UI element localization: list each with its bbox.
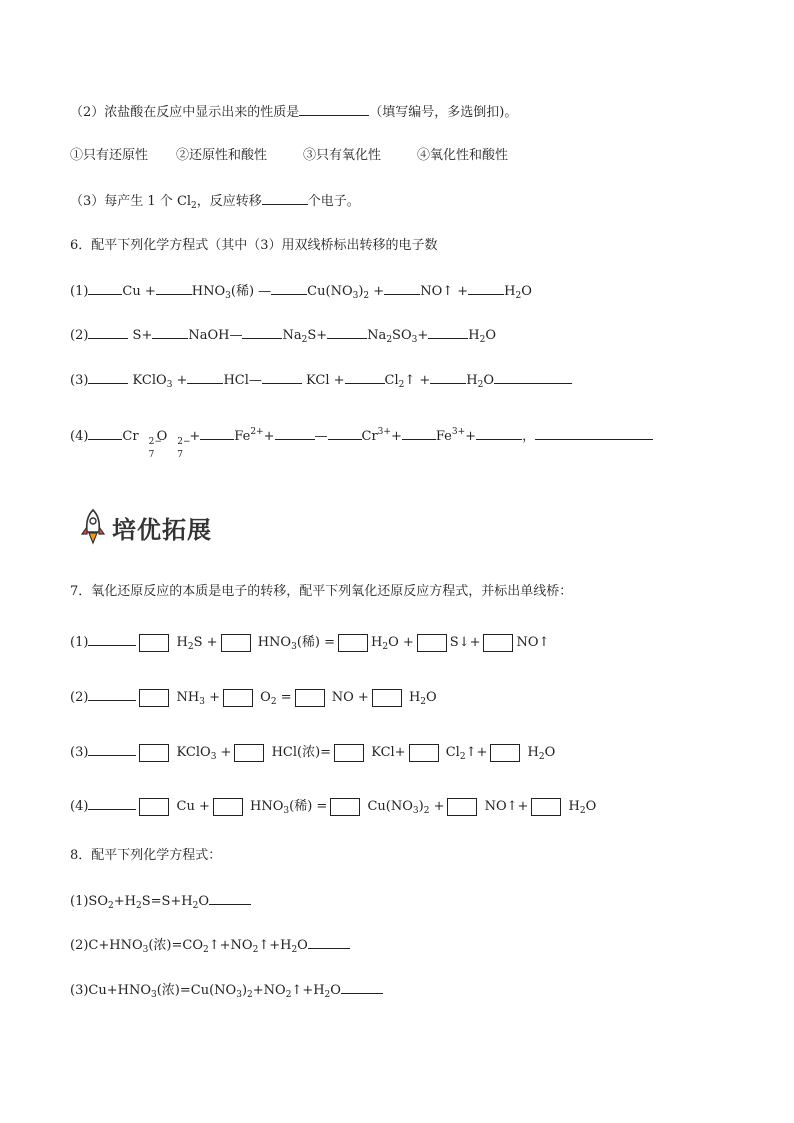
answer-blank[interactable] [402, 426, 436, 440]
subscript: 2 [107, 901, 114, 911]
answer-blank[interactable] [494, 370, 572, 384]
text-run: (4) [70, 799, 89, 814]
text-run: Fe [435, 429, 452, 444]
subscript: 2 [247, 990, 253, 1000]
text-run: 8．配平下列化学方程式： [70, 848, 222, 863]
answer-blank[interactable] [88, 370, 128, 384]
text-run: H [466, 373, 478, 388]
text-run: (3)Cu+HNO [70, 983, 151, 998]
text-run: Cu(NO [363, 799, 413, 814]
text-run: NO + [327, 690, 369, 705]
answer-blank[interactable] [152, 325, 188, 339]
text-run: Cu(NO [307, 284, 353, 299]
text-run: + [417, 328, 429, 343]
text-run: HNO [253, 635, 292, 650]
text-run: (3) [70, 373, 89, 388]
coefficient-box[interactable] [213, 798, 243, 816]
answer-blank[interactable] [384, 281, 420, 295]
text-run: 6．配平下列化学方程式（其中（3）用双线桥标出转移的电子数 [70, 238, 438, 253]
line-q7-2 [70, 687, 437, 712]
subscript: 3 [210, 752, 217, 762]
subscript: 2 [135, 901, 142, 911]
coefficient-box[interactable] [139, 744, 169, 762]
text-run: (稀) — [230, 284, 272, 299]
answer-blank[interactable] [88, 426, 122, 440]
subscript: 3 [352, 291, 359, 301]
text-run: +NO [252, 983, 286, 998]
text-run: 个电子。 [307, 194, 360, 209]
text-run: NH [172, 690, 200, 705]
coefficient-box[interactable] [338, 634, 368, 652]
text-run: — [314, 429, 328, 444]
text-run: + [465, 429, 477, 444]
text-run: (1) [70, 635, 89, 650]
line-q6-4: (4) Cr 2− 7 O 2− 7 + $Fe^{2+}+$ — $Cr^{3+}+ Fe^{3+}+$ ， [70, 422, 653, 447]
text-run: ①只有还原性 [70, 148, 149, 163]
coefficient-box[interactable] [531, 798, 561, 816]
coefficient-box[interactable] [139, 634, 169, 652]
subscript: 2 [301, 335, 308, 345]
answer-blank[interactable] [476, 426, 522, 440]
subscript: 2 [579, 806, 586, 816]
line-q5-opts [70, 146, 508, 166]
subscript: 2 [203, 945, 209, 955]
subscript: 3 [142, 945, 149, 955]
subscript: 2 [479, 335, 486, 345]
rocket-icon [80, 508, 106, 546]
text-run: +H [113, 894, 136, 909]
text-run: O [256, 690, 271, 705]
coefficient-box[interactable] [223, 689, 253, 707]
text-run: O [297, 938, 308, 953]
answer-blank[interactable] [88, 632, 136, 646]
text-run: S=S+H [141, 894, 193, 909]
text-run: (1)SO [70, 894, 108, 909]
answer-blank[interactable] [262, 191, 308, 205]
line-q7-4 [70, 796, 596, 821]
text-run: Cl [441, 745, 460, 760]
text-run: Cr [361, 429, 378, 444]
text-run: KCl+ [367, 745, 406, 760]
superscript: 3+ [377, 427, 391, 437]
line-q8-1 [70, 891, 251, 916]
text-run: O [330, 983, 341, 998]
subscript: 3 [236, 990, 242, 1000]
subscript: 2 [291, 945, 298, 955]
text-run: (1) [70, 284, 89, 299]
text-run: H [371, 635, 383, 650]
text-run: ↑ + [404, 373, 431, 388]
subscript: 2 [191, 201, 197, 211]
text-run: O [585, 799, 597, 814]
subscript: 2 [324, 990, 331, 1000]
text-run: S+ [128, 328, 153, 343]
answer-blank[interactable] [271, 281, 307, 295]
coefficient-box[interactable] [334, 744, 364, 762]
answer-blank[interactable] [327, 325, 367, 339]
text-run: SO [392, 328, 412, 343]
answer-blank[interactable] [262, 370, 302, 384]
text-run: ③只有氧化性 [303, 148, 382, 163]
coefficient-box[interactable] [139, 798, 169, 816]
text-run: KCl + [301, 373, 345, 388]
text-run: NO↑ [516, 635, 550, 650]
coefficient-box[interactable] [490, 744, 520, 762]
line-q6-2 [70, 325, 496, 350]
subscript: 3 [411, 335, 418, 345]
superscript: 3+ [451, 427, 466, 437]
answer-blank[interactable] [187, 370, 223, 384]
text-run: HNO [245, 799, 284, 814]
subscript: 2 [420, 697, 427, 707]
text-run: O [198, 894, 210, 909]
answer-blank[interactable] [345, 370, 385, 384]
answer-blank[interactable] [468, 281, 504, 295]
text-run: NO↑+ [480, 799, 529, 814]
text-run: = [276, 690, 292, 705]
text-run: Cr [122, 429, 139, 444]
coefficient-box[interactable] [483, 634, 513, 652]
line-q6-3 [70, 370, 572, 395]
subscript: 2 [515, 291, 522, 301]
subscript: 2 [285, 990, 292, 1000]
subscript: 2 [382, 642, 389, 652]
text-run: ↑+NO [208, 938, 253, 953]
text-run: O [156, 429, 168, 444]
text-run: 7．氧化还原反应的本质是电子的转移，配平下列氧化还原反应方程式，并标出单线桥： [70, 584, 573, 599]
line-q8-2 [70, 935, 350, 960]
answer-blank[interactable] [209, 891, 251, 905]
answer-blank[interactable] [156, 281, 192, 295]
text-run: (稀) = [289, 799, 328, 814]
answer-blank[interactable] [242, 325, 282, 339]
subscript: 3 [225, 291, 231, 301]
answer-blank[interactable] [88, 796, 136, 810]
text-run: ↑+H [258, 938, 292, 953]
text-run: (浓)=Cu(NO [156, 983, 237, 998]
coefficient-box[interactable] [234, 744, 264, 762]
text-run: H [504, 284, 516, 299]
text-run: Cu + [122, 284, 156, 299]
line-q6-1 [70, 281, 532, 306]
text-run: S + [193, 635, 218, 650]
line-q5-3 [70, 191, 360, 216]
text-run: HCl— [223, 373, 262, 388]
text-run: H [172, 635, 188, 650]
text-run: ， [522, 429, 536, 444]
text-run: O [544, 745, 556, 760]
subscript: 3 [151, 990, 157, 1000]
text-run: S+ [307, 328, 328, 343]
line-q8 [70, 846, 221, 866]
answer-blank[interactable] [200, 426, 234, 440]
answer-blank[interactable] [428, 325, 468, 339]
section-title: 培优拓展 [112, 515, 212, 544]
text-run: ) [418, 799, 424, 814]
subscript: 2 [386, 335, 393, 345]
text-run: H [564, 799, 580, 814]
answer-blank[interactable] [430, 370, 466, 384]
text-run: Fe [234, 429, 251, 444]
text-run: H [468, 328, 480, 343]
answer-blank[interactable] [88, 687, 136, 701]
answer-blank[interactable] [275, 426, 315, 440]
text-run: O [426, 690, 437, 705]
text-run: ④氧化性和酸性 [417, 148, 509, 163]
text-run: ) [358, 284, 364, 299]
text-run: O [485, 328, 497, 343]
subscript: 2 [187, 642, 194, 652]
text-run: + [205, 690, 221, 705]
text-run: NO↑ + [420, 284, 469, 299]
subscript: 2 [538, 752, 545, 762]
subscript: 2 [363, 291, 370, 301]
coefficient-box[interactable] [139, 689, 169, 707]
subscript: 2 [398, 380, 405, 390]
subscript: 2 [192, 901, 199, 911]
text-run: HNO [191, 284, 226, 299]
text-run: + [216, 745, 232, 760]
text-run: + [172, 373, 188, 388]
text-run: + [429, 799, 445, 814]
text-run: + [390, 429, 402, 444]
text-run: （2）浓盐酸在反应中显示出来的性质是 [70, 105, 300, 120]
answer-blank[interactable] [308, 935, 350, 949]
text-run: NaOH— [188, 328, 243, 343]
subscript: 2 [423, 806, 430, 816]
subscript: 2 [459, 752, 466, 762]
text-run: O [521, 284, 532, 299]
text-run: + [263, 429, 275, 444]
coefficient-box[interactable] [447, 798, 477, 816]
coefficient-box[interactable] [409, 744, 439, 762]
text-run: (2) [70, 328, 89, 343]
text-run: + [185, 429, 201, 444]
subscript: 2 [270, 697, 277, 707]
coefficient-box[interactable] [221, 634, 251, 652]
text-run: ↑+ [465, 745, 488, 760]
answer-blank[interactable] [535, 426, 653, 440]
subscript: 3 [166, 380, 173, 390]
text-run: O [483, 373, 495, 388]
text-run: (浓)=CO [148, 938, 204, 953]
coefficient-box[interactable] [330, 798, 360, 816]
answer-blank[interactable] [341, 980, 383, 994]
coefficient-box[interactable] [417, 634, 447, 652]
text-run: (2) [70, 690, 89, 705]
subscript: 3 [283, 806, 290, 816]
text-run: ，反应转移 [196, 194, 262, 209]
text-run: Na [367, 328, 387, 343]
subscript: 3 [412, 806, 419, 816]
line-q6 [70, 236, 438, 256]
text-run: HCl(浓)= [267, 745, 332, 760]
answer-blank[interactable] [328, 426, 362, 440]
line-q5-2 [70, 102, 517, 123]
subscript: 2 [477, 380, 484, 390]
subscript: 2 [252, 945, 259, 955]
text-run: （3）每产生 1 个 Cl [70, 194, 192, 209]
subscript: 3 [199, 697, 206, 707]
subscript: 3 [291, 642, 297, 652]
text-run: Na [282, 328, 302, 343]
text-run: S↓+ [449, 635, 481, 650]
text-run: (4) [70, 429, 89, 444]
coefficient-box[interactable] [295, 689, 325, 707]
line-q7 [70, 582, 572, 602]
answer-blank[interactable] [88, 742, 136, 756]
text-run: O + [388, 635, 414, 650]
text-run: （填写编号，多选倒扣)。 [369, 105, 518, 120]
answer-blank[interactable] [88, 281, 122, 295]
text-run: ) [241, 983, 248, 998]
text-run: H [404, 690, 421, 705]
text-run: ②还原性和酸性 [176, 148, 268, 163]
text-run: (2)C+HNO [70, 938, 143, 953]
text-run: Cl [384, 373, 399, 388]
text-run: (3) [70, 745, 89, 760]
superscript: 2+ [250, 427, 264, 437]
text-run: KClO [128, 373, 167, 388]
text-run: H [523, 745, 539, 760]
coefficient-box[interactable] [372, 689, 402, 707]
line-q7-1 [70, 632, 549, 657]
line-q7-3 [70, 742, 555, 767]
text-run: KClO [172, 745, 211, 760]
section-heading [80, 508, 212, 546]
text-run: (稀) = [296, 635, 335, 650]
line-q8-3 [70, 980, 383, 1005]
text-run: + [369, 284, 385, 299]
text-run: Cu + [172, 799, 210, 814]
answer-blank[interactable] [299, 102, 369, 116]
answer-blank[interactable] [88, 325, 128, 339]
text-run: ↑+H [291, 983, 325, 998]
